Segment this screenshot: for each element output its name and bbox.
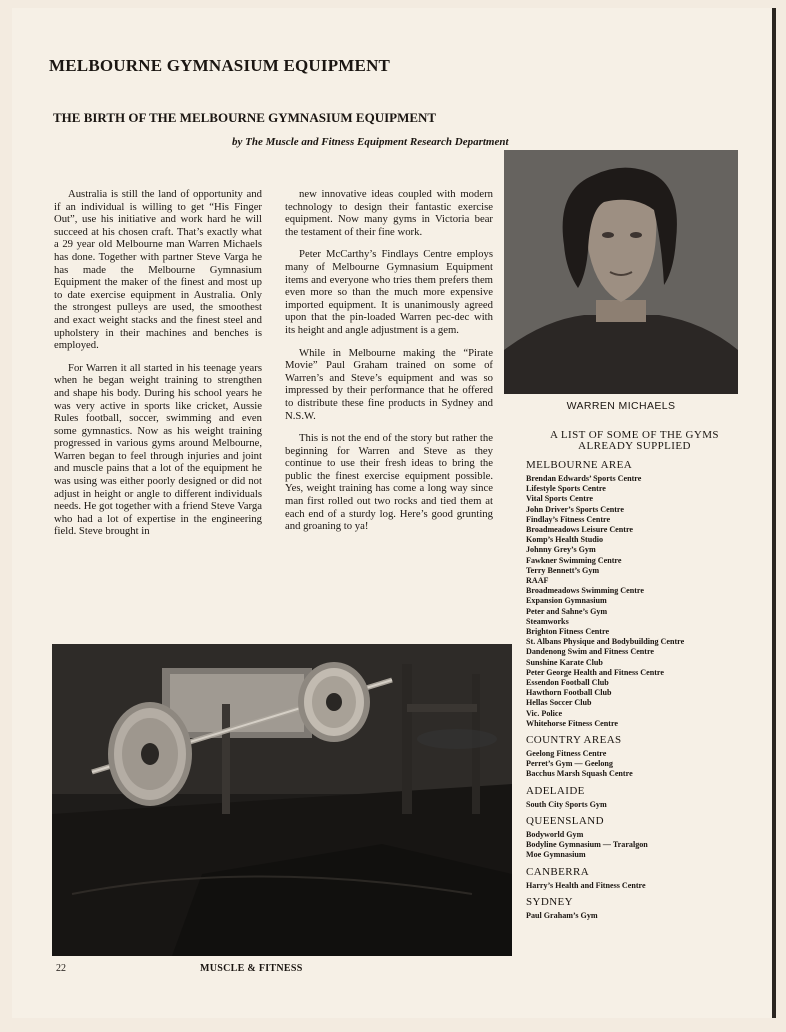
list-item: Johnny Grey’s Gym — [526, 545, 596, 555]
article-column-1 — [54, 188, 262, 538]
list-item: Dandenong Swim and Fitness Centre — [526, 647, 655, 657]
gym-list-title: A LIST OF SOME OF THE GYMS ALREADY SUPPLIED — [550, 429, 719, 452]
article-column-2 — [285, 188, 493, 543]
list-item: Whitehorse Fitness Centre — [526, 718, 619, 728]
region-heading: ADELAIDE — [526, 784, 585, 797]
list-item: Brighton Fitness Centre — [526, 627, 610, 637]
list-item: Brendan Edwards’ Sports Centre — [526, 474, 642, 483]
list-item: Findlay’s Fitness Centre — [526, 514, 611, 524]
gym-items — [526, 911, 746, 921]
gym-items — [526, 830, 746, 861]
list-item: Bodyline Gymnasium — Traralgon — [526, 840, 648, 850]
gym-items — [526, 800, 746, 810]
list-item: Lifestyle Sports Centre — [526, 484, 606, 494]
page-number: 22 — [56, 963, 66, 974]
gym-list — [526, 458, 746, 921]
paragraph: This is not the end of the story but rather the beginning for Warren and Steve as they continue to use their fresh ideas to bring the public the finest exercise equipment possible. Yes, weight training has come a long way since man first rolled out two rocks and tied them at each end of a sturdy log. Here’s good grunting and groaning to ya! — [285, 432, 493, 533]
region-heading: COUNTRY AREAS — [526, 734, 622, 747]
list-item: Moe Gymnasium — [526, 850, 586, 860]
list-item: Vital Sports Centre — [526, 494, 593, 504]
region-heading: QUEENSLAND — [526, 814, 604, 827]
list-item: Peter and Sahne’s Gym — [526, 606, 608, 616]
gym-items — [526, 749, 746, 780]
list-item: St. Albans Physique and Bodybuilding Centre — [526, 637, 685, 647]
list-item: RAAF — [526, 576, 549, 586]
barbell-photo — [52, 644, 512, 956]
magazine-page — [12, 8, 776, 1018]
list-item: Bodyworld Gym — [526, 829, 584, 839]
list-item: Broadmeadows Leisure Centre — [526, 525, 634, 535]
paragraph: While in Melbourne making the “Pirate Movie” Paul Graham trained on some of Warren’s and Steve’s equipment and was so impressed by their performance that he offered to distribute these fine products in Sydney and N.S.W. — [285, 346, 493, 422]
paragraph: For Warren it all started in his teenage years when he began weight training to strengthen and shape his body. During his school years he was very active in sports like cricket, Aussie Rules football, soccer, swimming and even some gymnastics. Now as his weight training progressed in various gyms around Melbourne, Warren began to feel through injuries and joint and muscle pains that a lot of the equipment he was using was either poorly designed or did not adjust in height or angle to different individuals needs. He got together with a friend Steve Varga who had a lot of expertise in the engineering field. Steve brought in — [54, 361, 262, 538]
list-item: Sunshine Karate Club — [526, 657, 603, 667]
list-item: Komp’s Health Studio — [526, 535, 604, 545]
article-headline: THE BIRTH OF THE MELBOURNE GYMNASIUM EQUIPMENT — [53, 110, 437, 125]
region-heading: MELBOURNE AREA — [526, 459, 633, 471]
region-heading: SYDNEY — [526, 895, 574, 908]
masthead: MELBOURNE GYMNASIUM EQUIPMENT — [49, 56, 391, 75]
region-heading: CANBERRA — [526, 865, 590, 878]
gym-items — [526, 881, 746, 891]
list-item: Vic. Police — [526, 708, 563, 718]
list-item: Paul Graham’s Gym — [526, 910, 598, 920]
list-item: Steamworks — [526, 616, 569, 626]
paragraph: Peter McCarthy’s Findlays Centre employs many of Melbourne Gymnasium Equipment items and everyone who tries them prefers them even more so than the much more expensive imported equipment. It is unanimously agreed upon that the pin-loaded Warren pec-dec with its height and angle adjustment is a gem. — [285, 248, 493, 336]
list-item: Peter George Health and Fitness Centre — [526, 667, 664, 677]
photo-caption: WARREN MICHAELS — [566, 400, 676, 412]
list-item: Perret’s Gym — Geelong — [526, 759, 613, 769]
list-item: South City Sports Gym — [526, 799, 607, 809]
list-item: John Driver’s Sports Centre — [526, 504, 624, 514]
list-item: Terry Bennett’s Gym — [526, 565, 600, 575]
list-item: Essendon Football Club — [526, 678, 609, 688]
list-item: Hawthorn Football Club — [526, 688, 612, 698]
paragraph: Australia is still the land of opportunity and if an individual is willing to get “His Finger Out”, use his initiative and work hard he will succeed at his chosen craft. That’s exactly what a 29 year old Melbourne man Warren Michaels has done. Together with partner Steve Varga he has made the Melbourne Gymnasium Equipment the maker of the finest and most up to date exercise equipment in Australia. Only the strongest pulleys are used, the smoothest and exact weight stacks and the finest steel and upholstery in their machines and benches is employed. — [54, 188, 262, 352]
portrait-photo — [504, 150, 738, 394]
list-item: Hellas Soccer Club — [526, 698, 592, 708]
byline: by The Muscle and Fitness Equipment Research Department — [232, 136, 509, 148]
list-item: Harry’s Health and Fitness Centre — [526, 880, 646, 890]
list-item: Expansion Gymnasium — [526, 596, 607, 606]
paragraph: new innovative ideas coupled with modern technology to design their fantastic exercise equipment. Now many gyms in Victoria bear the testament of their fine work. — [285, 188, 493, 238]
list-item: Fawkner Swimming Centre — [526, 555, 622, 565]
list-item: Broadmeadows Swimming Centre — [526, 586, 644, 596]
gym-items — [526, 474, 746, 729]
list-item: Bacchus Marsh Squash Centre — [526, 769, 633, 779]
list-item: Geelong Fitness Centre — [526, 749, 607, 759]
publication-name: MUSCLE & FITNESS — [200, 963, 303, 974]
